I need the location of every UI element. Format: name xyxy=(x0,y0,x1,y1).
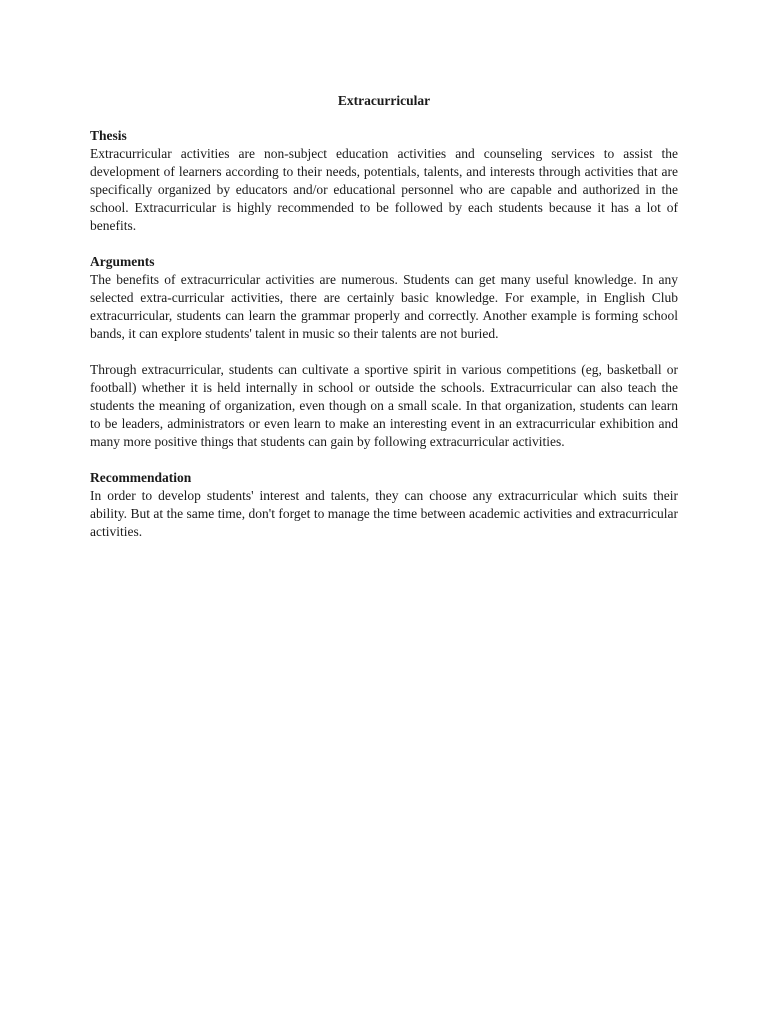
recommendation-paragraph: In order to develop students' interest and talents, they can choose any extracurricular which suits their ability. But at the same time, don't forget to manage the time between academic activities and extracurricular activities. xyxy=(90,488,678,539)
document-page xyxy=(90,92,678,559)
section-heading-arguments: Arguments xyxy=(90,254,155,269)
document-title: Extracurricular xyxy=(337,93,431,108)
arguments-paragraph-2: Through extracurricular, students can cultivate a sportive spirit in various competitions (eg, basketball or football) whether it is held internally in school or outside the schools. Extracurricular can also teach the students the meaning of organization, even though on a small scale. In that organization, students can learn to be leaders, administrators or even learn to make an interesting event in an extracurricular exhibition and many more positive things that students can gain by following extracurricular activities. xyxy=(90,362,678,449)
section-thesis xyxy=(90,127,678,235)
section-arguments xyxy=(90,253,678,451)
arguments-paragraph-1: The benefits of extracurricular activities are numerous. Students can get many useful knowledge. In any selected extra-curricular activities, there are certainly basic knowledge. For example, in English Club extracurricular, students can learn the grammar properly and correctly. Another example is forming school bands, it can explore students' talent in music so their talents are not buried. xyxy=(90,272,678,341)
section-recommendation xyxy=(90,469,678,541)
section-heading-thesis: Thesis xyxy=(90,128,127,143)
section-heading-recommendation: Recommendation xyxy=(90,470,192,485)
thesis-paragraph: Extracurricular activities are non-subject education activities and counseling services to assist the development of learners according to their needs, potentials, talents, and interests through activities that are specifically organized by educators and/or educational personnel who are capable and authorized in the school. Extracurricular is highly recommended to be followed by each students because it has a lot of benefits. xyxy=(90,146,678,233)
